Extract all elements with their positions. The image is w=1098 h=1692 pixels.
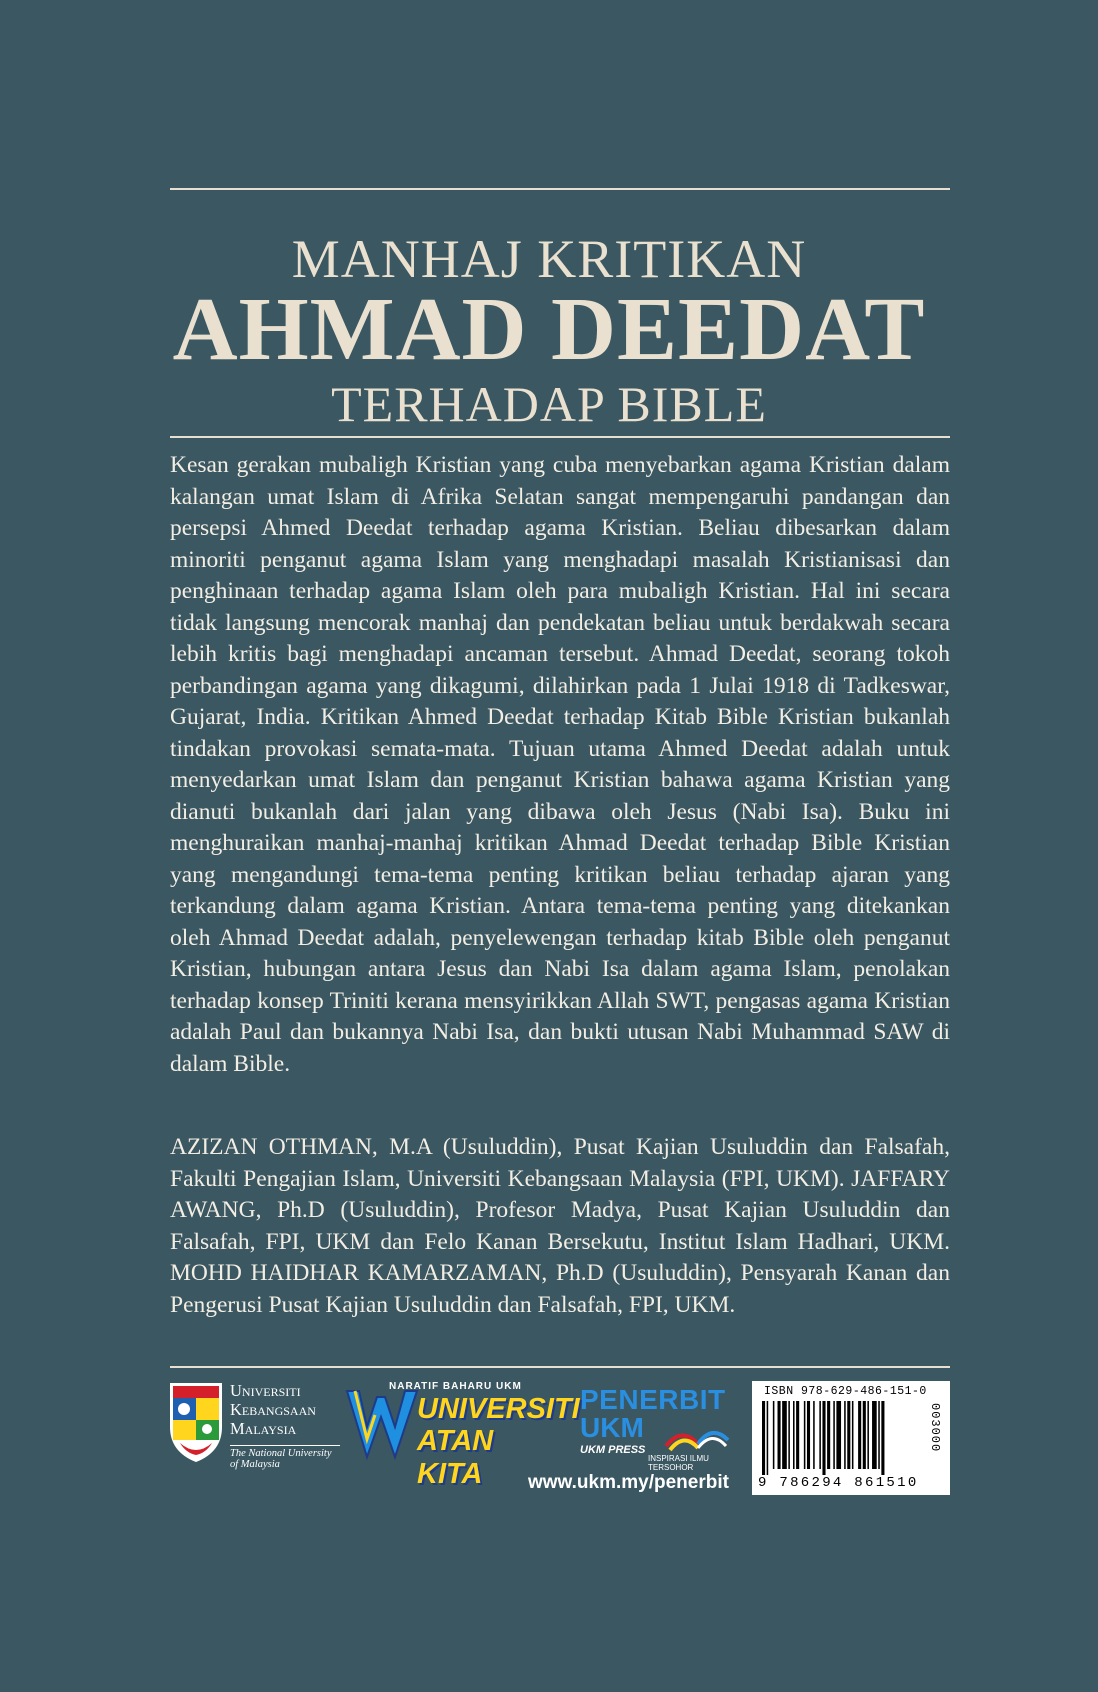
footer-rule: [170, 1366, 950, 1368]
title-bottom-rule: [170, 436, 950, 438]
ukm-tagline-line-2: of Malaysia: [230, 1459, 280, 1470]
universiti-watan-kita-logo: [345, 1381, 580, 1490]
open-book-icon: [662, 1416, 732, 1456]
barcode-bar: [773, 1401, 775, 1469]
barcode-bar: [844, 1401, 846, 1469]
title-line-3: TERHADAP BIBLE: [331, 376, 767, 432]
penerbit-ukm-text: UKM: [580, 1412, 644, 1443]
barcode-bar: [863, 1401, 866, 1469]
w-mark-icon: [345, 1383, 425, 1463]
barcode-bar: [819, 1401, 821, 1469]
barcode-bar: [793, 1401, 795, 1469]
isbn-label: ISBN 978-629-486-151-0: [764, 1385, 927, 1398]
barcode-bar: [867, 1401, 869, 1469]
barcode-bar: [813, 1401, 815, 1469]
barcode-number: 9 786294 861510: [758, 1475, 919, 1491]
barcode-bar: [833, 1401, 835, 1469]
top-rule: [170, 188, 950, 190]
authors-paragraph: AZIZAN OTHMAN, M.A (Usuluddin), Pusat Kajian Usuluddin dan Falsafah, Fakulti Pengajian Islam, Universiti Kebangsaan Malaysia (FPI, UKM). JAFFARY AWANG, Ph.D (Usuluddin), Profesor Madya, Pusat Kajian Usuluddin dan Falsafah, FPI, UKM dan Felo Kanan Bersekutu, Institut Islam Hadhari, UKM. MOHD HAIDHAR KAMARZAMAN, Ph.D (Usuluddin), Pensyarah Kanan dan Pengerusi Pusat Kajian Usuluddin dan Falsafah, FPI, UKM.: [170, 1134, 950, 1318]
penerbit-text: PENERBIT: [580, 1384, 726, 1415]
barcode-bar: [872, 1401, 877, 1469]
ukm-tagline-line-1: The National University: [230, 1448, 332, 1459]
barcode-bar: [767, 1401, 769, 1475]
title-line-1: MANHAJ KRITIKAN: [291, 229, 807, 289]
barcode-bar: [878, 1401, 880, 1469]
isbn-barcode: [752, 1381, 950, 1495]
ukm-name: [230, 1381, 340, 1438]
ukm-name-line-1: Universiti: [230, 1381, 301, 1400]
barcode-bar: [796, 1401, 799, 1469]
uwk-line-1: UNIVERSITI: [417, 1393, 580, 1425]
barcode-bars: [762, 1401, 924, 1475]
penerbit-tagline: INSPIRASI ILMU TERSOHOR: [648, 1454, 709, 1472]
barcode-bar: [778, 1401, 781, 1469]
barcode-bar: [782, 1401, 787, 1469]
barcode-bar: [852, 1401, 854, 1469]
barcode-bar: [762, 1401, 765, 1475]
ukm-name-line-2: Kebangsaan: [230, 1400, 316, 1419]
uwk-line-2: ATAN KITA: [417, 1425, 494, 1490]
ukm-press-text: UKM PRESS: [580, 1444, 646, 1456]
price-code: [928, 1403, 944, 1473]
publisher-website: www.ukm.my/penerbit: [528, 1472, 729, 1493]
ukm-crest-icon: [168, 1381, 224, 1463]
barcode-bar: [807, 1401, 810, 1469]
barcode-bar: [847, 1401, 850, 1469]
penerbit-ukm-logo: [580, 1384, 740, 1472]
barcode-bar: [881, 1401, 884, 1475]
ukm-name-line-3: Malaysia: [230, 1419, 297, 1438]
price-code-text: 003000: [928, 1403, 942, 1453]
barcode-bar: [822, 1401, 825, 1475]
uwk-tagline: NARATIF BAHARU UKM: [389, 1381, 522, 1392]
barcode-bar: [804, 1401, 806, 1469]
barcode-bar: [827, 1401, 830, 1469]
barcode-bar: [836, 1401, 841, 1469]
ukm-tagline: [230, 1445, 340, 1470]
ukm-logo: [168, 1381, 340, 1471]
synopsis-paragraph: Kesan gerakan mubaligh Kristian yang cuba menyebarkan agama Kristian dalam kalangan umat Islam di Afrika Selatan sangat mempengaruhi pandangan dan persepsi Ahmed Deedat terhadap agama Kristian. Beliau dibesarkan dalam minoriti penganut agama Islam yang menghadapi masalah Kristianisasi dan penghinaan terhadap agama Islam oleh para mubaligh Kristian. Hal ini secara tidak langsung mencorak manhaj dan pendekatan beliau untuk berdakwah secara lebih kritis bagi menghadapi ancaman tersebut. Ahmad Deedat, seorang tokoh perbandingan agama yang dikagumi, dilahirkan pada 1 Julai 1918 di Tadkeswar, Gujarat, India. Kritikan Ahmed Deedat terhadap Kitab Bible Kristian bukanlah tindakan provokasi semata-mata. Tujuan utama Ahmed Deedat adalah untuk menyedarkan umat Islam dan penganut Kristian bahawa agama Kristian yang dianuti bukanlah dari jalan yang dibawa oleh Jesus (Nabi Isa). Buku ini menghuraikan manhaj-manhaj kritikan Ahmad Deedat terhadap Bible Kristian yang mengandungi tema-tema penting kritikan beliau terhadap ajaran yang terkandung dalam agama Kristian. Antara tema-tema penting yang ditekankan oleh Ahmad Deedat adalah, penyelewengan terhadap kitab Bible oleh penganut Kristian, hubungan antara Jesus dan Nabi Isa dalam agama Islam, penolakan terhadap konsep Triniti kerana mensyirikkan Allah SWT, pengasas agama Kristian adalah Paul dan bukannya Nabi Isa, dan bukti utusan Nabi Muhammad SAW di dalam Bible.: [170, 452, 950, 1077]
barcode-bar: [858, 1401, 861, 1469]
barcode-bar: [788, 1401, 790, 1469]
title-line-2: AHMAD DEEDAT: [172, 280, 926, 379]
